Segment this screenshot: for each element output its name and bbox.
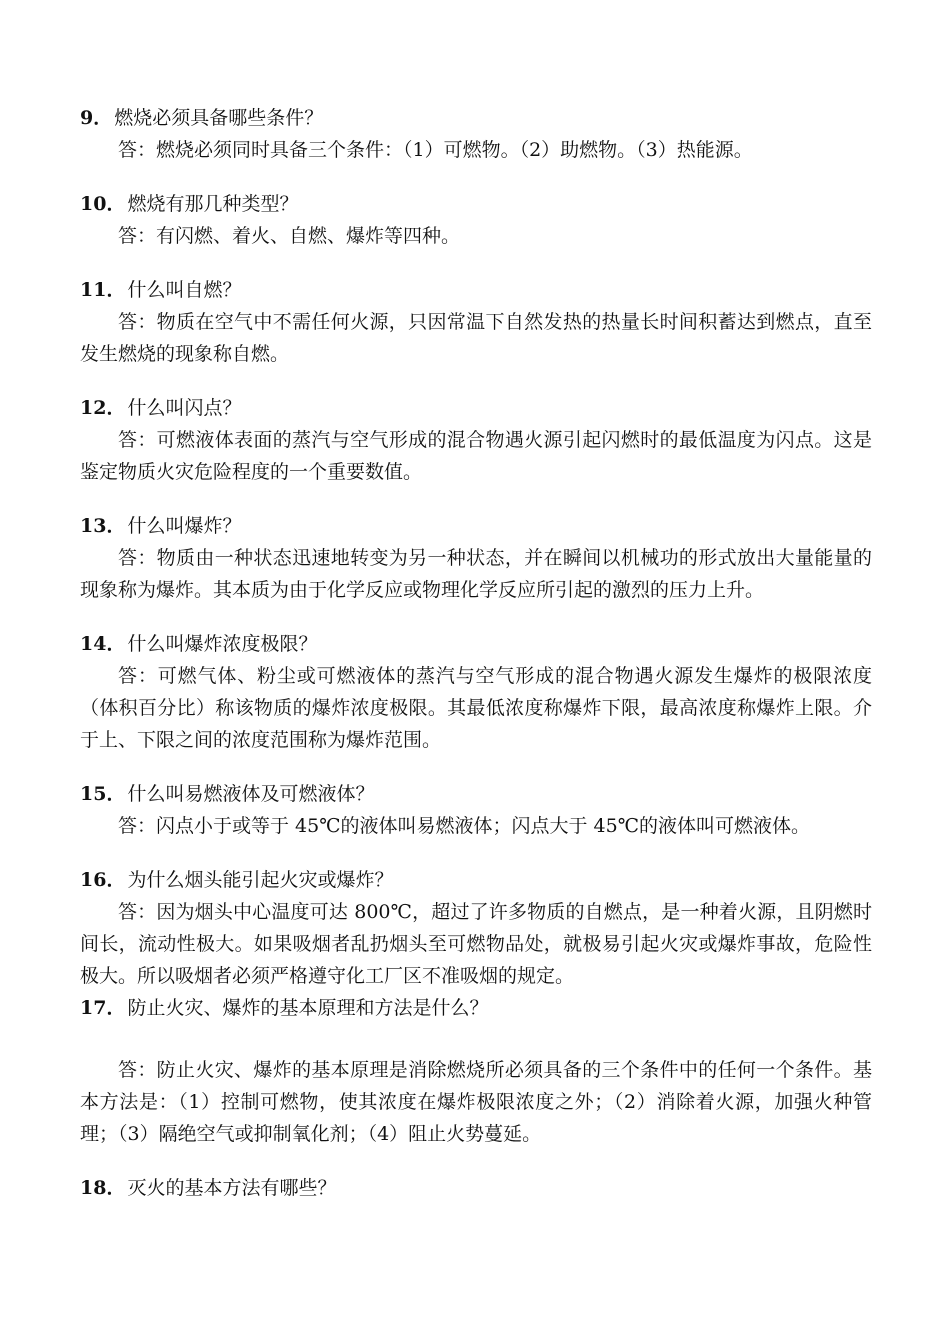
blank-line [80,1024,872,1054]
qa-item-14 [80,628,872,756]
qa-item-17 [80,992,872,1150]
question-text: 什么叫爆炸浓度极限？ [127,633,318,655]
answer: 答：可燃气体、粉尘或可燃液体的蒸汽与空气形成的混合物遇火源发生爆炸的极限浓度（体积百分比）称该物质的爆炸浓度极限。其最低浓度称爆炸下限，最高浓度称爆炸上限。介于上、下限之间的浓度范围称为爆炸范围。 [80,665,872,751]
answer: 答：燃烧必须同时具备三个条件：（1）可燃物。（2）助燃物。（3）热能源。 [118,139,753,161]
question-number: 14． [80,633,126,655]
qa-item-18 [80,1172,872,1204]
question [80,992,872,1024]
question [80,510,872,542]
answer: 答：防止火灾、爆炸的基本原理是消除燃烧所必须具备的三个条件中的任何一个条件。基本方法是：（1）控制可燃物，使其浓度在爆炸极限浓度之外；（2）消除着火源，加强火种管理；（3）隔绝空气或抑制氧化剂；（4）阻止火势蔓延。 [80,1059,872,1145]
question-number: 17． [80,997,126,1019]
question-text: 燃烧必须具备哪些条件？ [114,107,324,129]
qa-item-9 [80,102,872,166]
answer: 答：有闪燃、着火、自燃、爆炸等四种。 [118,225,461,247]
question-text: 灭火的基本方法有哪些？ [127,1177,337,1199]
question-number: 15． [80,783,126,805]
question-number: 13． [80,515,126,537]
answer: 答：物质由一种状态迅速地转变为另一种状态，并在瞬间以机械功的形式放出大量能量的现象称为爆炸。其本质为由于化学反应或物理化学反应所引起的激烈的压力上升。 [80,547,872,601]
qa-item-13 [80,510,872,606]
qa-item-16 [80,864,872,992]
question [80,102,872,134]
question [80,392,872,424]
question-text: 什么叫爆炸？ [127,515,242,537]
question-number: 12． [80,397,126,419]
answer: 答：可燃液体表面的蒸汽与空气形成的混合物遇火源引起闪燃时的最低温度为闪点。这是鉴定物质火灾危险程度的一个重要数值。 [80,429,872,483]
qa-item-10 [80,188,872,252]
question-number: 10． [80,193,126,215]
question-number: 18． [80,1177,126,1199]
question [80,778,872,810]
answer: 答：闪点小于或等于 45℃的液体叫易燃液体；闪点大于 45℃的液体叫可燃液体。 [118,815,810,837]
question-number: 11． [80,279,126,301]
question-text: 什么叫自燃？ [127,279,242,301]
question-text: 为什么烟头能引起火灾或爆炸？ [127,869,394,891]
answer: 答：因为烟头中心温度可达 800℃，超过了许多物质的自燃点，是一种着火源，且阴燃时间长，流动性极大。如果吸烟者乱扔烟头至可燃物品处，就极易引起火灾或爆炸事故，危险性极大。所以吸烟者必须严格遵守化工厂区不准吸烟的规定。 [80,901,872,987]
question-text: 防止火灾、爆炸的基本原理和方法是什么？ [127,997,489,1019]
qa-item-15 [80,778,872,842]
question-number: 9． [80,107,113,129]
question [80,1172,872,1204]
question-text: 什么叫易燃液体及可燃液体？ [127,783,375,805]
qa-item-11 [80,274,872,370]
question [80,274,872,306]
question-number: 16． [80,869,126,891]
document-page [80,102,872,1204]
question [80,864,872,896]
question-text: 燃烧有那几种类型？ [127,193,299,215]
answer: 答：物质在空气中不需任何火源，只因常温下自然发热的热量长时间积蓄达到燃点，直至发生燃烧的现象称自燃。 [80,311,872,365]
question-text: 什么叫闪点？ [127,397,242,419]
question [80,188,872,220]
question [80,628,872,660]
qa-item-12 [80,392,872,488]
